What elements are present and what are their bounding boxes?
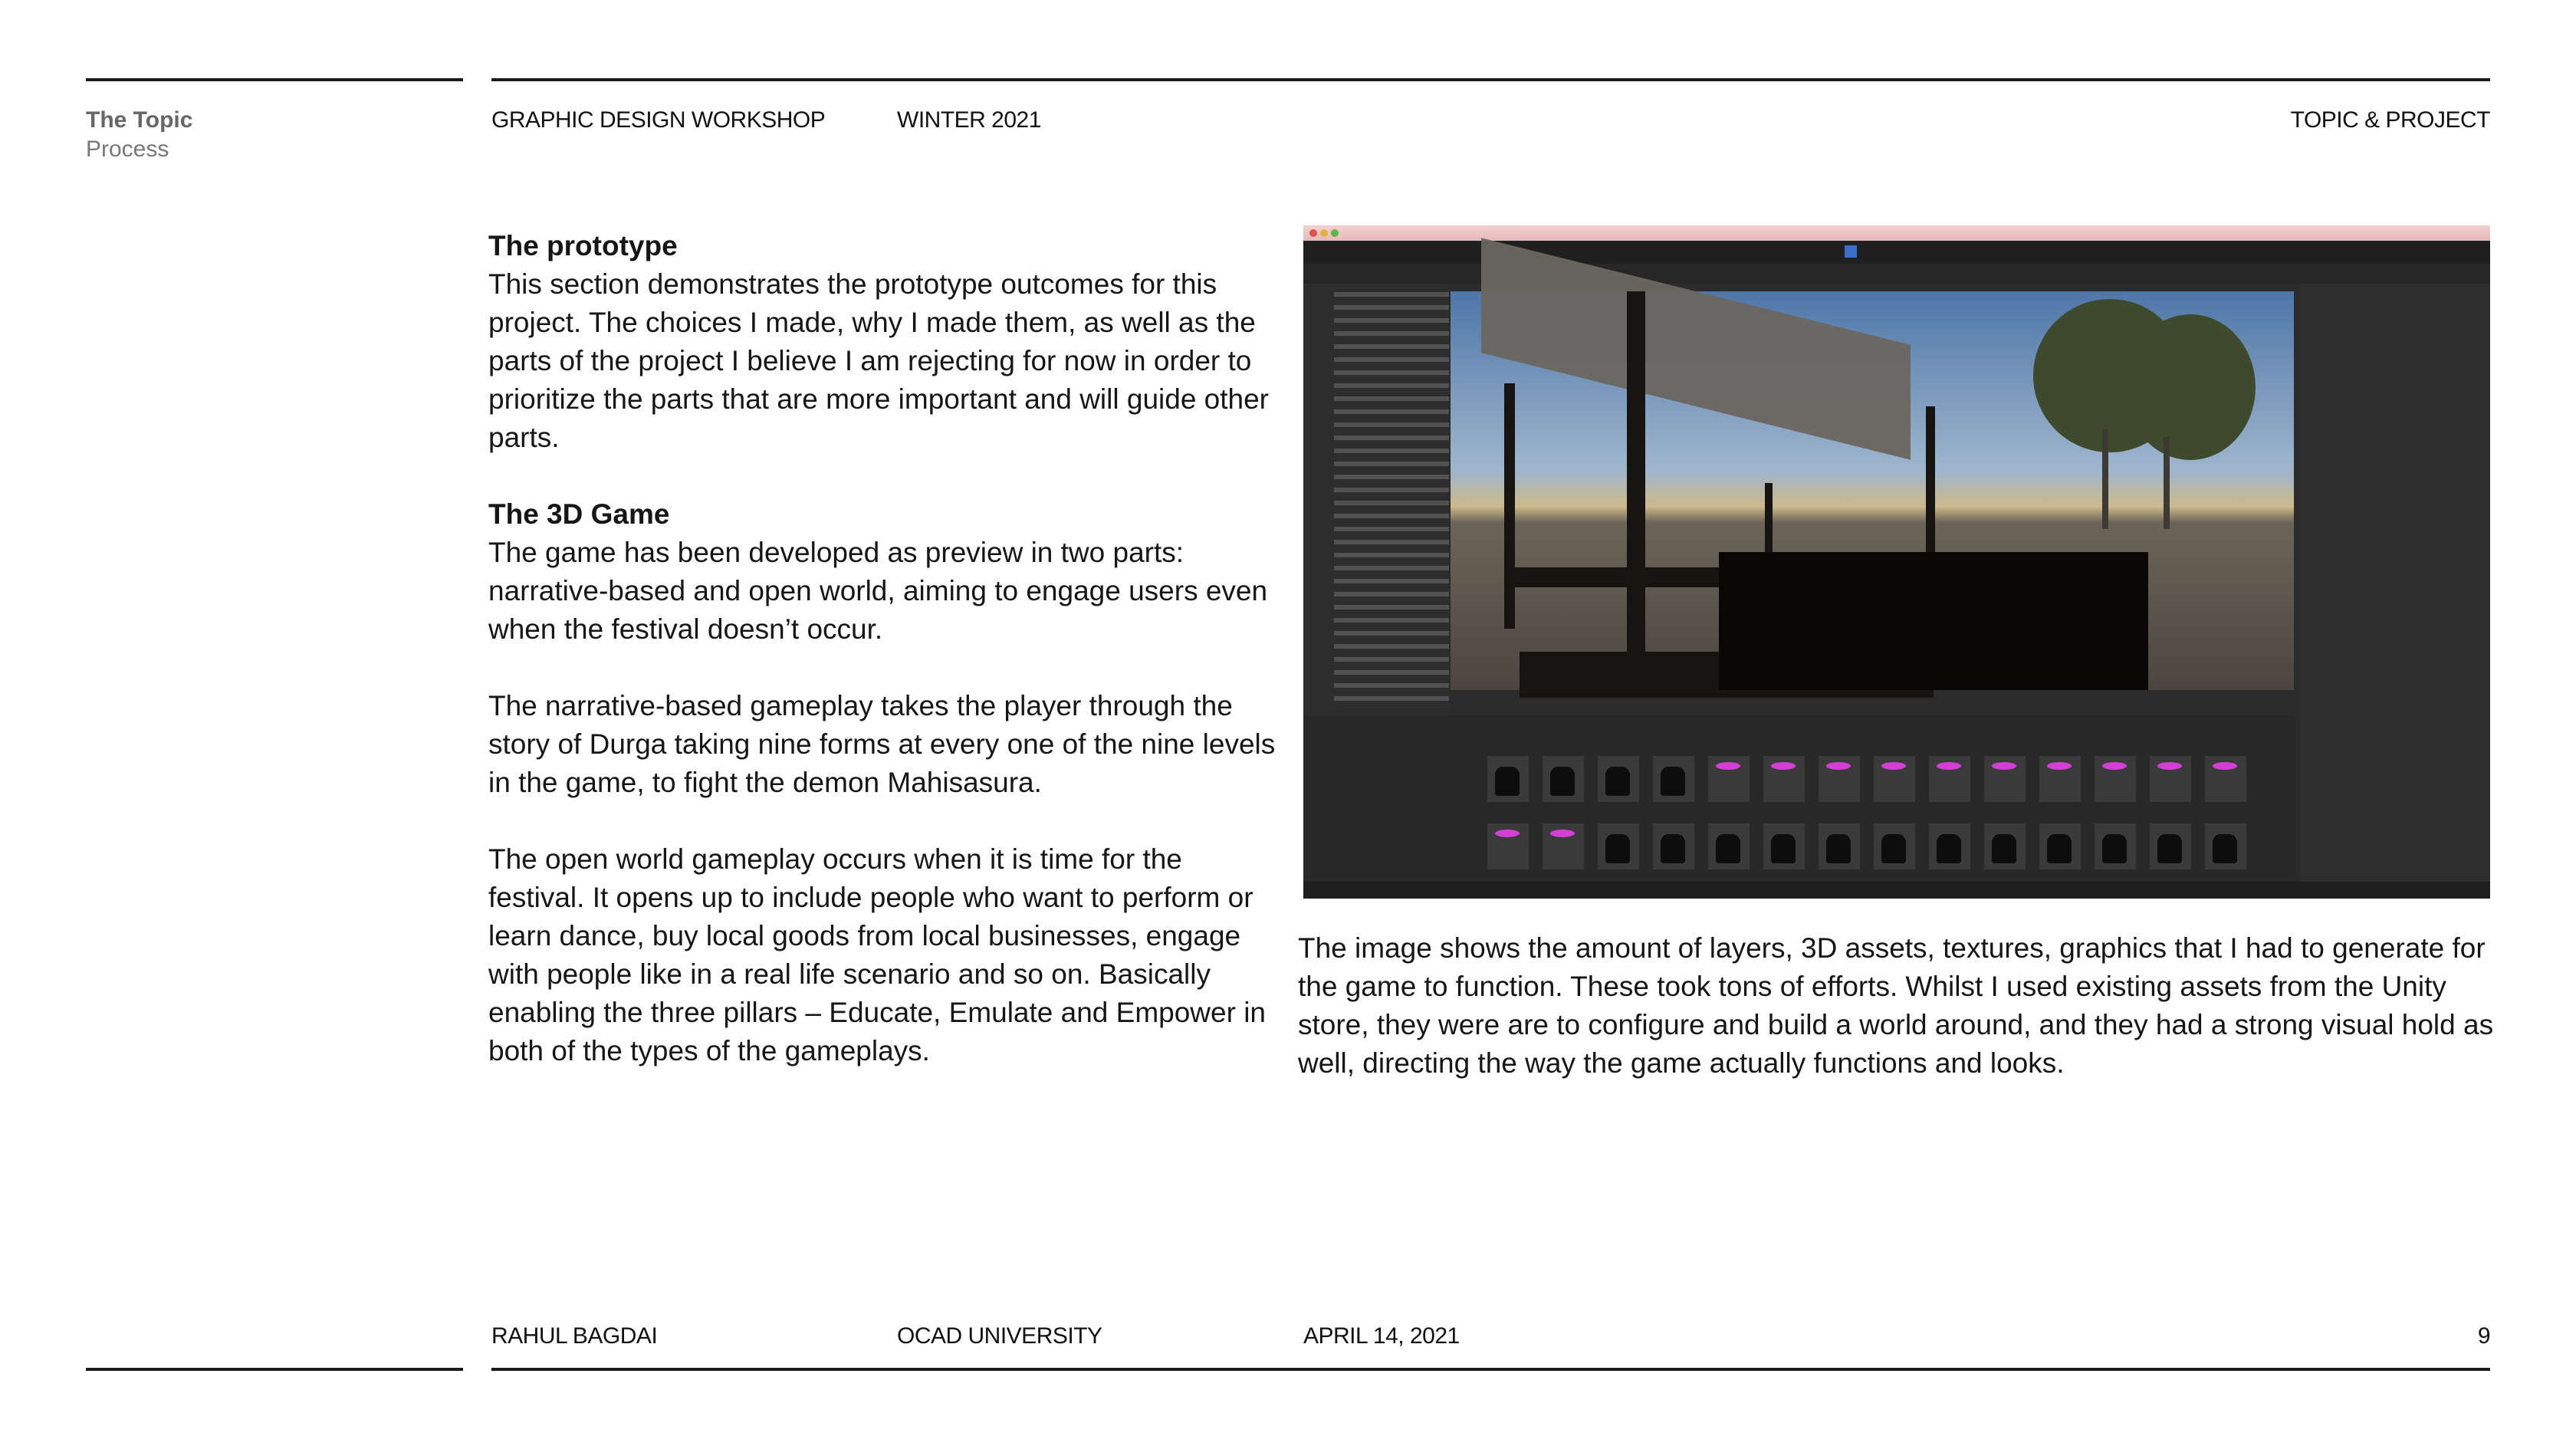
maximize-dot-icon	[1331, 229, 1339, 237]
top-rule-left	[86, 78, 463, 81]
top-rule-right	[491, 78, 2490, 81]
game-heading: The 3D Game	[488, 498, 670, 530]
header-term: WINTER 2021	[897, 107, 1041, 133]
open-world-text: The open world gameplay occurs when it is time for the festival. It opens up to include people who want to perform or learn dance, buy local goods from local businesses, engage with people like in a real life scenario and so on. Basically enabling the three pillars – Educate, Emulate and Empower in both of the types of the gameplays.	[488, 843, 1266, 1066]
prototype-text: This section demonstrates the prototype outcomes for this project. The choices I made, why I made them, as well as the parts of the project I believe I am rejecting for now in order to prioritize the parts that are more important and will guide other parts.	[488, 268, 1270, 453]
project-assets-panel	[1303, 716, 2296, 882]
footer-author: RAHUL BAGDAI	[491, 1323, 658, 1349]
editor-status-bar	[1303, 882, 2490, 899]
header-section: TOPIC & PROJECT	[2290, 107, 2490, 133]
prototype-heading: The prototype	[488, 230, 678, 261]
narrative-text: The narrative-based gameplay takes the player through the story of Durga taking nine forms at every one of the nine levels in the game, to fight the demon Mahisasura.	[488, 690, 1276, 798]
bottom-rule-left	[86, 1368, 463, 1371]
body-column	[488, 227, 1286, 1109]
footer-date: APRIL 14, 2021	[1303, 1323, 1460, 1349]
bottom-rule-right	[491, 1368, 2490, 1371]
hierarchy-panel	[1303, 284, 1449, 717]
scene-viewport	[1451, 291, 2294, 690]
sidebar-subtitle: Process	[86, 136, 169, 162]
footer-institution: OCAD UNIVERSITY	[897, 1323, 1102, 1349]
minimize-dot-icon	[1320, 229, 1328, 237]
header-course: GRAPHIC DESIGN WORKSHOP	[491, 107, 826, 133]
inspector-panel	[2300, 284, 2490, 882]
play-icon	[1845, 245, 1857, 258]
game-text: The game has been developed as preview in two parts: narrative-based and open world, aiming to engage users even when the festival doesn’t occur.	[488, 537, 1268, 645]
unity-editor-screenshot	[1303, 225, 2490, 899]
image-caption: The image shows the amount of layers, 3D assets, textures, graphics that I had to generate for the game to function. These took tons of efforts. Whilst I used existing assets from the Unity store, they were are to configure and build a world around, and they had a strong visual hold as well, directing the way the game actually functions and looks.	[1298, 932, 2494, 1079]
close-dot-icon	[1309, 229, 1317, 237]
page-number: 9	[2477, 1323, 2490, 1349]
sidebar-title: The Topic	[86, 107, 193, 133]
